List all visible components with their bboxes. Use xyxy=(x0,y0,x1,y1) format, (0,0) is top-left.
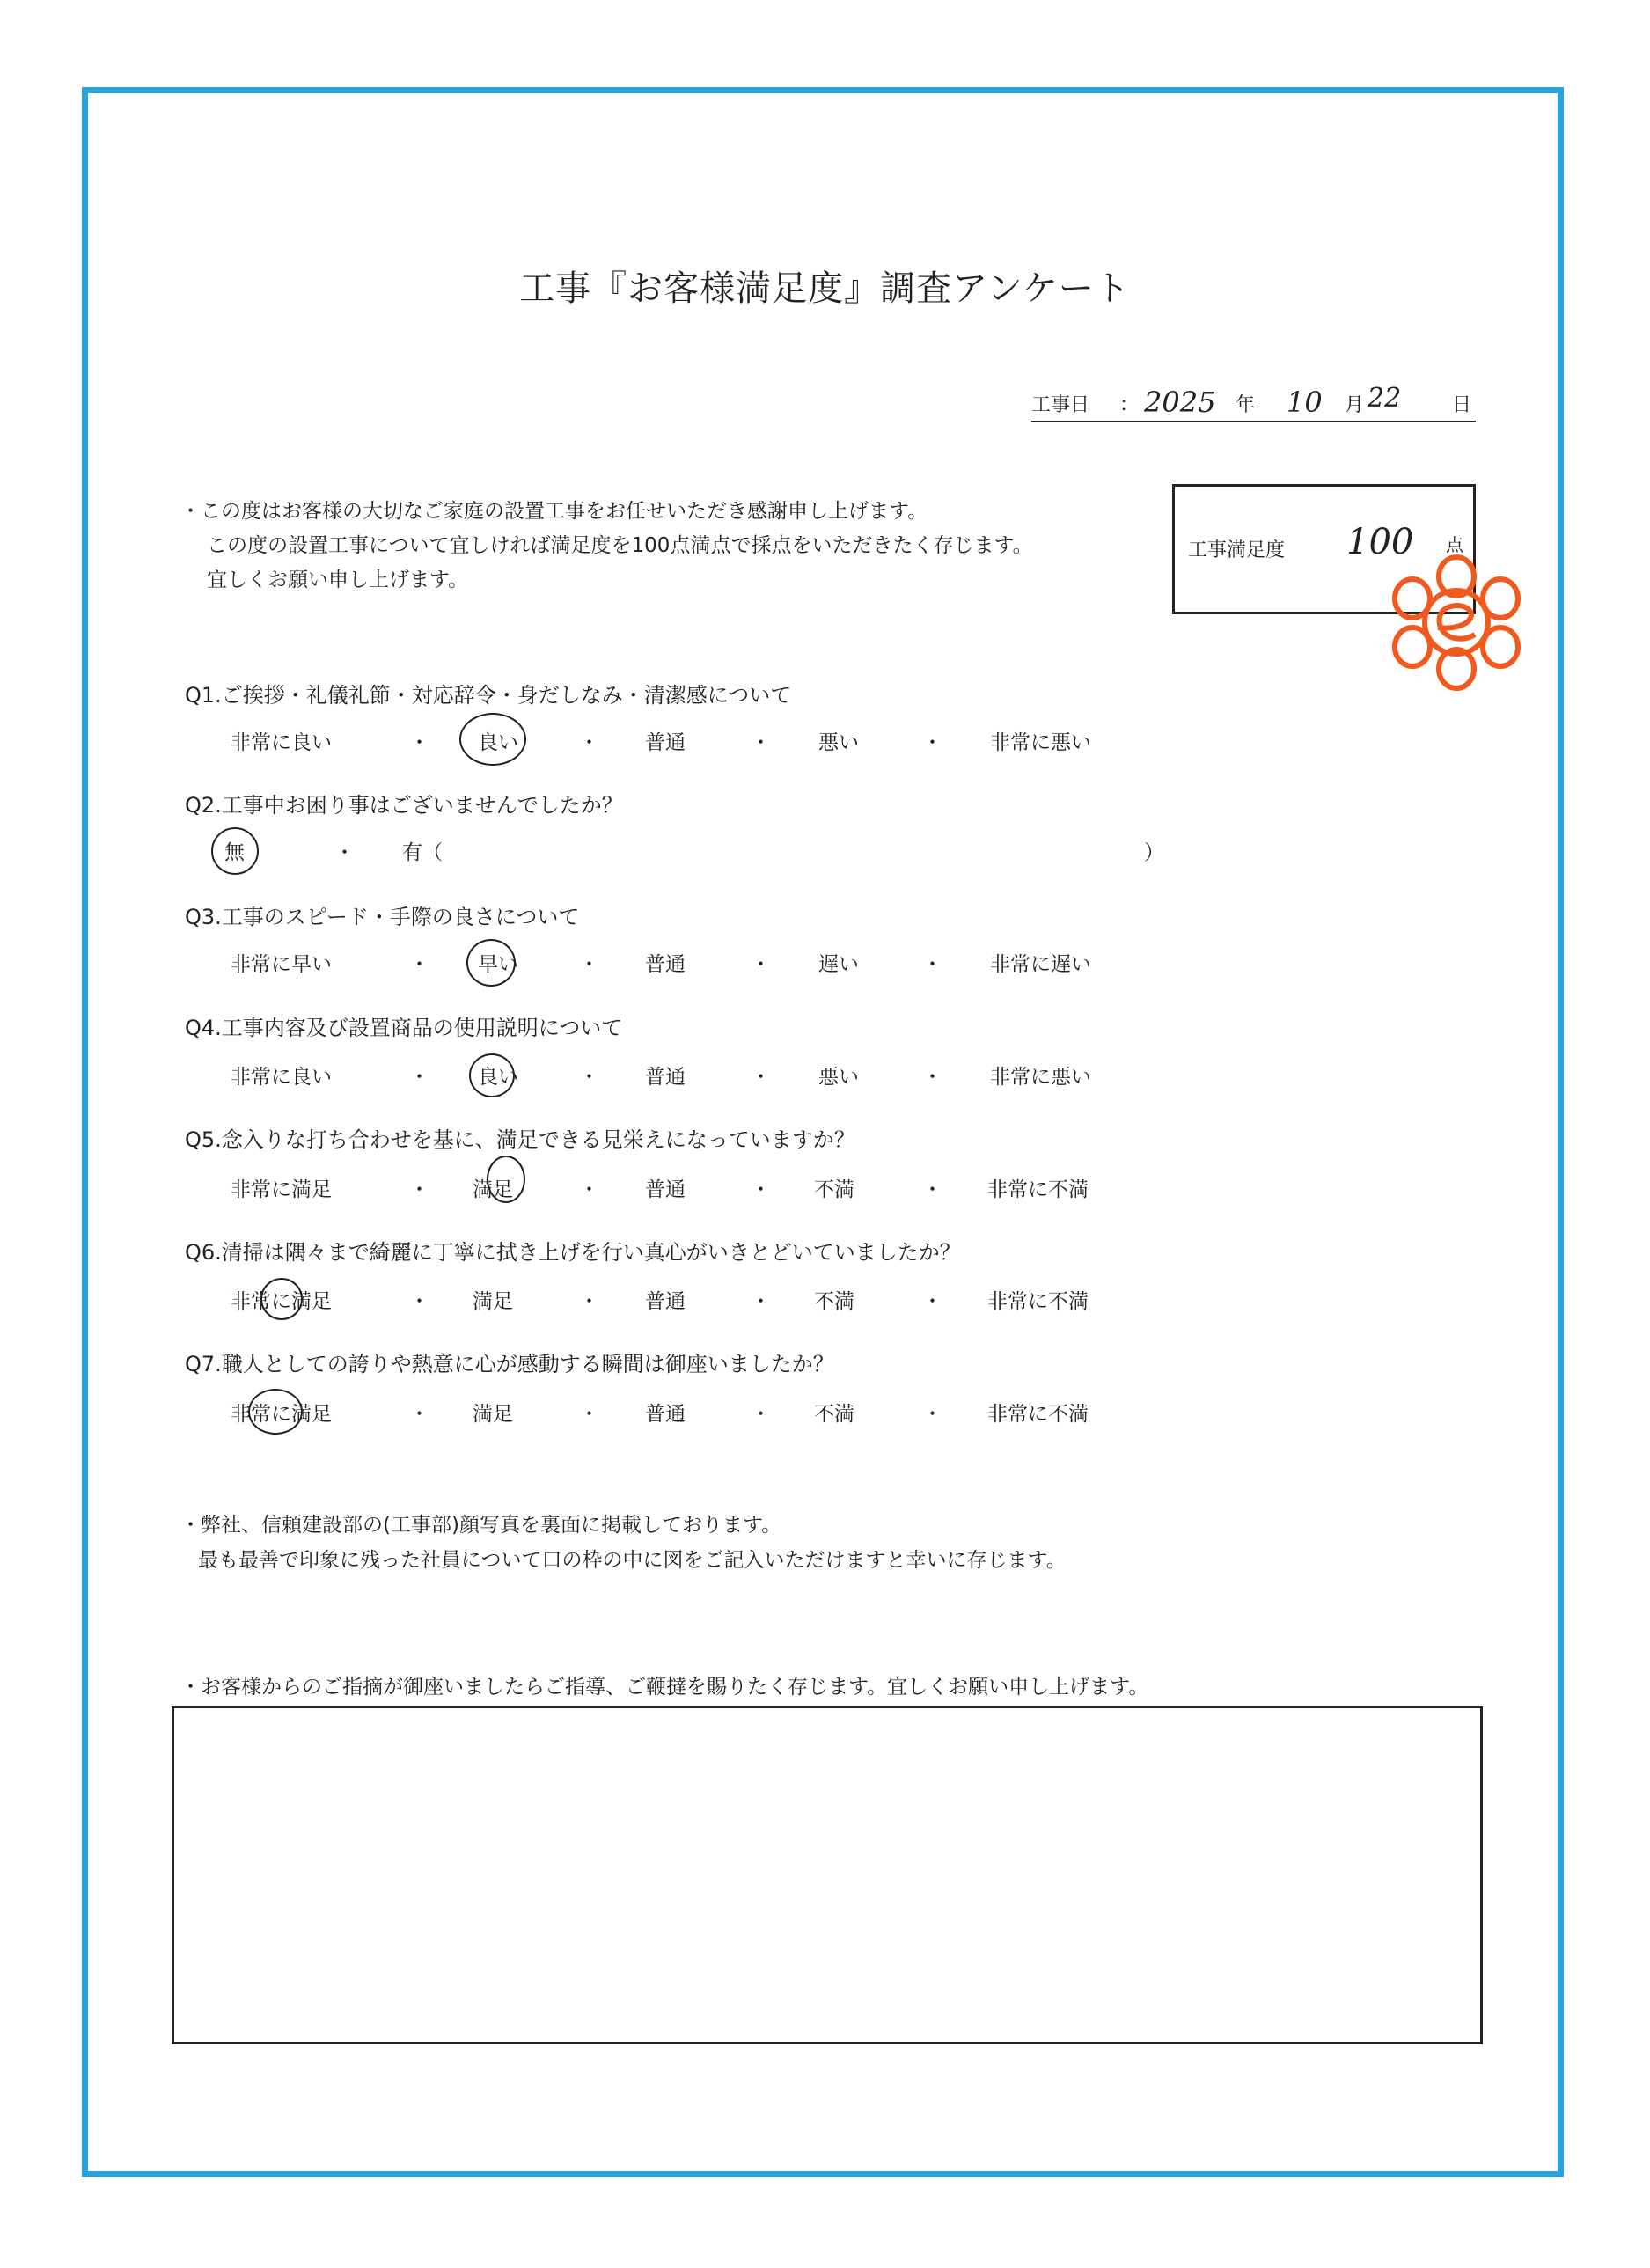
separator: ・ xyxy=(751,1178,771,1201)
photo-note xyxy=(180,1508,1067,1578)
separator: ・ xyxy=(409,1290,429,1313)
comments-box[interactable] xyxy=(172,1706,1483,2044)
question-q4: Q4.工事内容及び設置商品の使用説明について xyxy=(185,1016,623,1040)
option-yes-close: ） xyxy=(1144,841,1164,864)
question-q3: Q3.工事のスピード・手際の良さについて xyxy=(185,905,580,929)
q5-options xyxy=(0,1173,1650,1208)
option-dissatisfied[interactable]: 不満 xyxy=(814,1403,854,1426)
separator: ・ xyxy=(751,1403,771,1426)
selection-circle xyxy=(469,1053,515,1097)
question-q6: Q6.清掃は隅々まで綺麗に丁寧に拭き上げを行い真心がいきとどいていましたか？ xyxy=(185,1240,961,1265)
option-very-slow[interactable]: 非常に遅い xyxy=(990,953,1091,976)
q7-options xyxy=(0,1398,1650,1433)
question-q1: Q1.ご挨拶・礼儀礼節・対応辞令・身だしなみ・清潔感について xyxy=(185,683,792,708)
option-very-bad[interactable]: 非常に悪い xyxy=(990,1066,1091,1089)
separator: ・ xyxy=(922,1066,942,1089)
option-very-dissatisfied[interactable]: 非常に不満 xyxy=(987,1403,1089,1426)
flower-stamp-icon xyxy=(1373,550,1540,695)
option-good[interactable]: 良い xyxy=(478,731,518,754)
option-normal[interactable]: 普通 xyxy=(645,731,686,754)
question-q2: Q2.工事中お困り事はございませんでしたか？ xyxy=(185,793,623,818)
option-none[interactable]: 無 xyxy=(224,841,245,864)
date-day-unit: 日 xyxy=(1452,394,1472,416)
option-bad[interactable]: 悪い xyxy=(818,731,859,754)
page-title: 工事『お客様満足度』調査アンケート xyxy=(519,268,1131,309)
option-very-good[interactable]: 非常に良い xyxy=(231,731,332,754)
date-day[interactable]: 22 xyxy=(1368,383,1402,414)
date-year[interactable]: 2025 xyxy=(1144,385,1216,419)
option-very-bad[interactable]: 非常に悪い xyxy=(990,731,1091,754)
option-very-satisfied[interactable]: 非常に満足 xyxy=(231,1403,332,1426)
option-bad[interactable]: 悪い xyxy=(818,1066,859,1089)
intro-line: ・この度はお客様の大切なご家庭の設置工事をお任せいただき感謝申し上げます。 xyxy=(180,500,928,523)
option-very-satisfied[interactable]: 非常に満足 xyxy=(231,1178,332,1201)
option-normal[interactable]: 普通 xyxy=(645,1066,686,1089)
construction-date xyxy=(1031,385,1476,422)
separator: ・ xyxy=(579,1290,599,1313)
selection-circle xyxy=(487,1156,525,1203)
option-yes[interactable]: 有（ xyxy=(402,841,443,864)
separator: ・ xyxy=(409,953,429,976)
question-q5: Q5.念入りな打ち合わせを基に、満足できる見栄えになっていますか？ xyxy=(185,1127,855,1152)
separator: ・ xyxy=(409,1403,429,1426)
separator: ・ xyxy=(409,731,429,754)
question-q7: Q7.職人としての誇りや熱意に心が感動する瞬間は御座いましたか？ xyxy=(185,1352,834,1376)
separator: ・ xyxy=(579,1178,599,1201)
option-dissatisfied[interactable]: 不満 xyxy=(814,1178,854,1201)
note-line: 最も最善で印象に残った社員について口の枠の中に図をご記入いただけますと幸いに存じます。 xyxy=(198,1549,1067,1572)
date-year-unit: 年 xyxy=(1236,394,1256,416)
separator: ・ xyxy=(922,731,942,754)
selection-circle xyxy=(248,1389,303,1435)
intro-text xyxy=(180,495,1033,598)
option-normal[interactable]: 普通 xyxy=(645,1290,686,1313)
option-normal[interactable]: 普通 xyxy=(645,1178,686,1201)
intro-line: この度の設置工事について宜しければ満足度を100点満点で採点をいただきたく存じます。 xyxy=(207,534,1033,557)
separator: ・ xyxy=(922,1290,942,1313)
selection-circle xyxy=(260,1278,303,1320)
q4-options xyxy=(0,1061,1650,1096)
option-normal[interactable]: 普通 xyxy=(645,953,686,976)
separator: ・ xyxy=(751,731,771,754)
score-value[interactable]: 100 xyxy=(1346,522,1414,562)
comments-prompt: ・お客様からのご指摘が御座いましたらご指導、ご鞭撻を賜りたく存じます。宜しくお願い申し上げます。 xyxy=(180,1676,1149,1699)
separator: ・ xyxy=(334,841,355,864)
option-very-fast[interactable]: 非常に早い xyxy=(231,953,332,976)
separator: ・ xyxy=(751,1290,771,1313)
q1-options xyxy=(0,726,1650,761)
option-fast[interactable]: 早い xyxy=(478,953,518,976)
option-dissatisfied[interactable]: 不満 xyxy=(814,1290,854,1313)
separator: ・ xyxy=(409,1066,429,1089)
separator: ・ xyxy=(579,1403,599,1426)
date-label: 工事日 xyxy=(1031,394,1090,416)
separator: ・ xyxy=(922,1178,942,1201)
score-label: 工事満足度 xyxy=(1188,539,1286,561)
note-line: ・弊社、信頼建設部の(工事部)顔写真を裏面に掲載しております。 xyxy=(180,1514,782,1537)
date-month[interactable]: 10 xyxy=(1287,385,1323,419)
option-very-satisfied[interactable]: 非常に満足 xyxy=(231,1290,332,1313)
separator: ・ xyxy=(751,953,771,976)
separator: ・ xyxy=(409,1178,429,1201)
separator: ・ xyxy=(922,1403,942,1426)
option-normal[interactable]: 普通 xyxy=(645,1403,686,1426)
date-colon: ： xyxy=(1119,394,1140,416)
q6-options xyxy=(0,1285,1650,1320)
separator: ・ xyxy=(922,953,942,976)
q2-options xyxy=(0,836,1650,871)
separator: ・ xyxy=(751,1066,771,1089)
option-very-dissatisfied[interactable]: 非常に不満 xyxy=(987,1290,1089,1313)
option-satisfied[interactable]: 満足 xyxy=(473,1290,513,1313)
separator: ・ xyxy=(579,1066,599,1089)
date-month-unit: 月 xyxy=(1345,394,1365,416)
option-good[interactable]: 良い xyxy=(478,1066,518,1089)
option-very-good[interactable]: 非常に良い xyxy=(231,1066,332,1089)
option-very-dissatisfied[interactable]: 非常に不満 xyxy=(987,1178,1089,1201)
separator: ・ xyxy=(579,731,599,754)
separator: ・ xyxy=(579,953,599,976)
option-slow[interactable]: 遅い xyxy=(818,953,859,976)
score-unit: 点 xyxy=(1446,534,1463,555)
option-satisfied[interactable]: 満足 xyxy=(473,1403,513,1426)
selection-circle xyxy=(466,939,516,987)
q3-options xyxy=(0,948,1650,983)
intro-line: 宜しくお願い申し上げます。 xyxy=(207,569,469,591)
selection-circle xyxy=(459,713,526,766)
option-satisfied[interactable]: 満足 xyxy=(473,1178,513,1201)
selection-circle xyxy=(211,827,259,875)
